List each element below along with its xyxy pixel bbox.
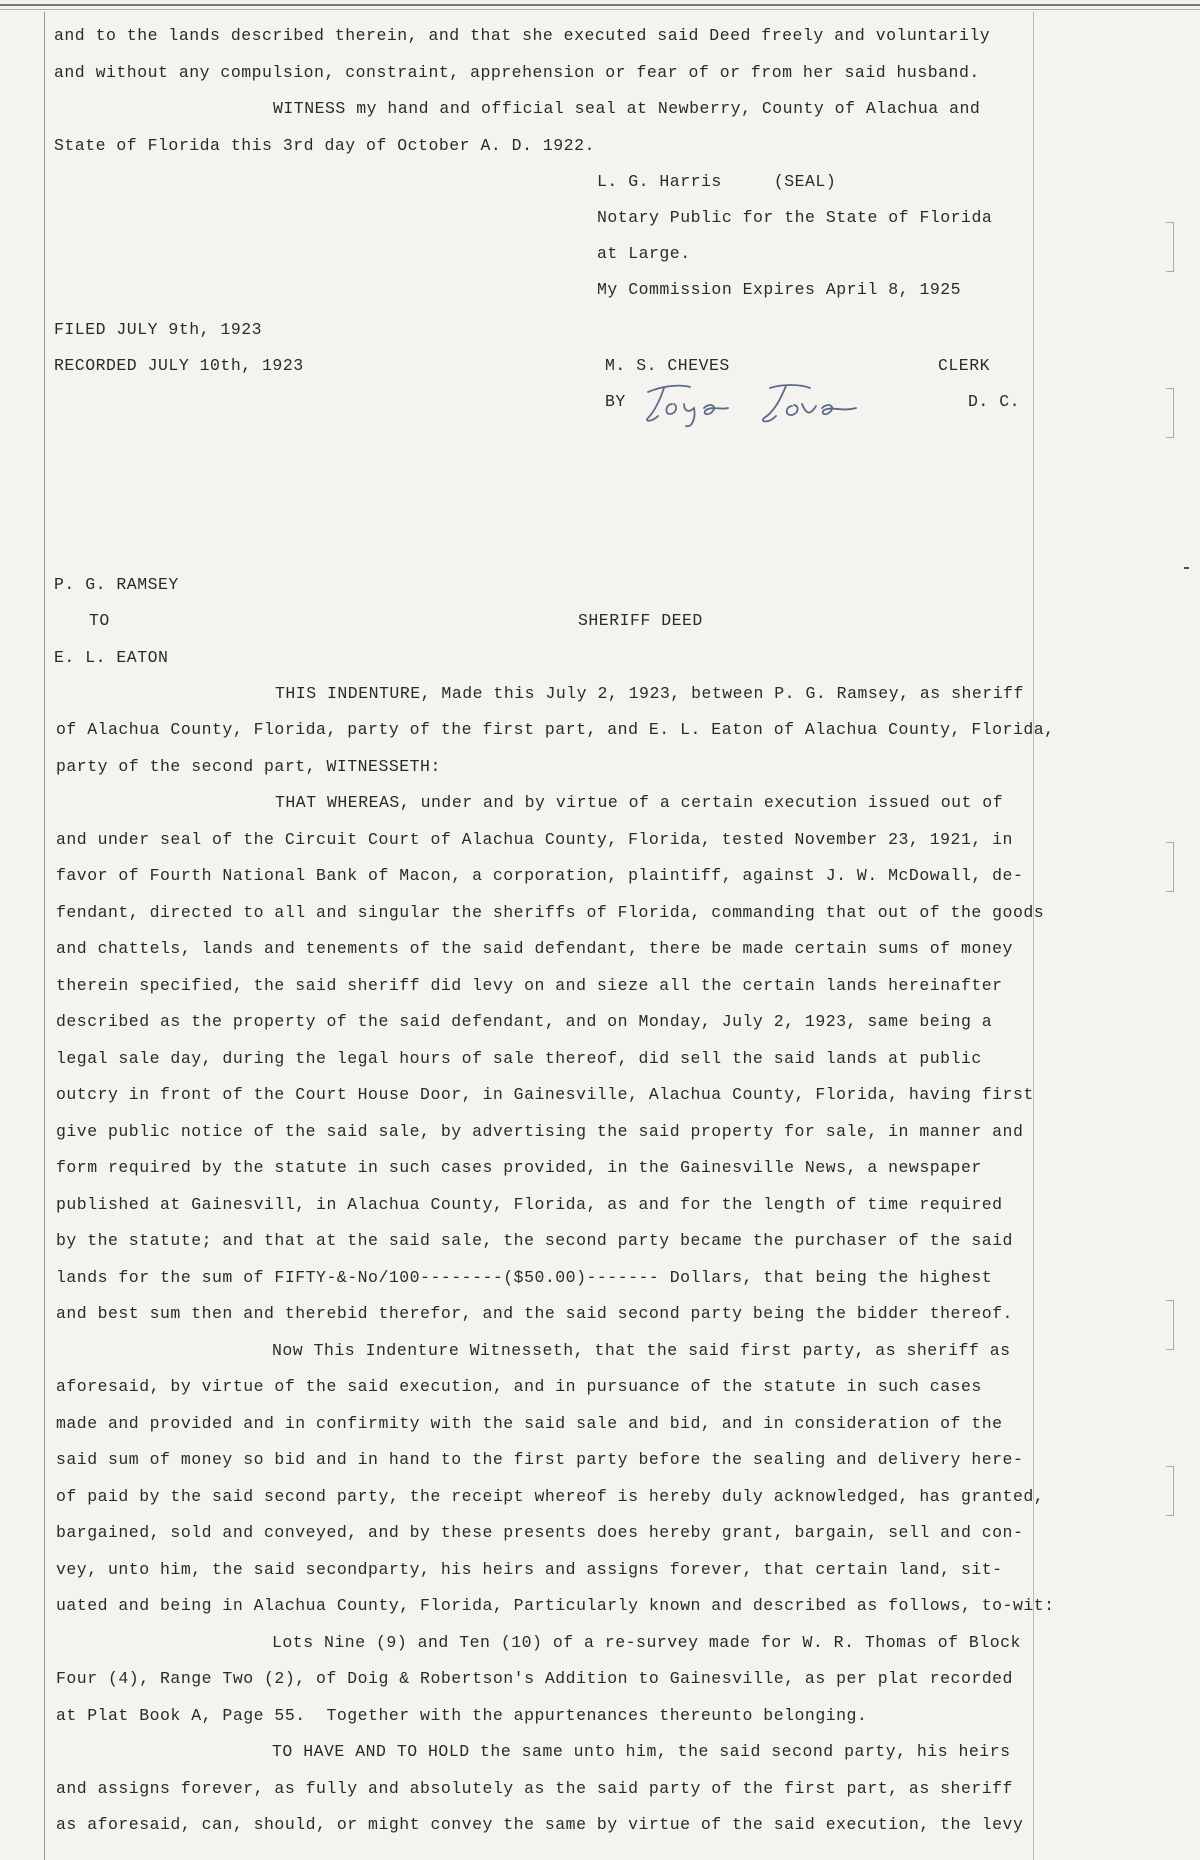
body-line: lands for the sum of FIFTY-&-No/100--------($50.00)------- Dollars, that being the highest (56, 1268, 993, 1287)
to-label: TO (89, 611, 110, 630)
right-margin-line (1033, 12, 1034, 1860)
notary-name: L. G. Harris (SEAL) (597, 172, 837, 191)
body-line: and assigns forever, as fully and absolutely as the said party of the first part, as sheriff (56, 1779, 1013, 1798)
body-line: fendant, directed to all and singular the sheriffs of Florida, commanding that out of the goods (56, 903, 1045, 922)
body-line: Lots Nine (9) and Ten (10) of a re-survey made for W. R. Thomas of Block (272, 1633, 1021, 1652)
body-line: legal sale day, during the legal hours of sale thereof, did sell the said lands at public (56, 1049, 982, 1068)
body-line: Four (4), Range Two (2), of Doig & Robertson's Addition to Gainesville, as per plat recorded (56, 1669, 1013, 1688)
body-line: described as the property of the said defendant, and on Monday, July 2, 1923, same being a (56, 1012, 993, 1031)
body-line: uated and being in Alachua County, Florida, Particularly known and described as follows, to-wit: (56, 1596, 1055, 1615)
edge-tick (1184, 567, 1189, 569)
binding-mark (1166, 222, 1174, 272)
binding-mark (1166, 842, 1174, 892)
body-line: bargained, sold and conveyed, and by these presents does hereby grant, bargain, sell and con- (56, 1523, 1024, 1542)
body-line: outcry in front of the Court House Door, in Gainesville, Alachua County, Florida, having first (56, 1085, 1034, 1104)
body-line: as aforesaid, can, should, or might convey the same by virtue of the said execution, the levy (56, 1815, 1024, 1834)
body-line: of paid by the said second party, the receipt whereof is hereby duly acknowledged, has granted, (56, 1487, 1045, 1506)
notary-title: Notary Public for the State of Florida (597, 208, 993, 227)
body-line: made and provided and in confirmity with the said sale and bid, and in consideration of the (56, 1414, 1003, 1433)
body-line: vey, unto him, the said secondparty, his heirs and assigns forever, that certain land, sit- (56, 1560, 1003, 1579)
body-line: TO HAVE AND TO HOLD the same unto him, the said second party, his heirs (272, 1742, 1011, 1761)
body-line: form required by the statute in such cases provided, in the Gainesville News, a newspaper (56, 1158, 982, 1177)
clerk-name: M. S. CHEVES (605, 356, 730, 375)
body-line: of Alachua County, Florida, party of the first part, and E. L. Eaton of Alachua County, Florida, (56, 720, 1055, 739)
body-line: at Plat Book A, Page 55. Together with the appurtenances thereunto belonging. (56, 1706, 868, 1725)
top-border (0, 4, 1200, 6)
grantor-name: P. G. RAMSEY (54, 575, 179, 594)
left-margin-line (44, 12, 45, 1860)
grantee-name: E. L. EATON (54, 648, 169, 667)
body-line: by the statute; and that at the said sale, the second party became the purchaser of the said (56, 1231, 1013, 1250)
deputy-clerk-label: D. C. (968, 392, 1021, 411)
body-line: give public notice of the said sale, by advertising the said property for sale, in manner and (56, 1122, 1024, 1141)
witness-line: WITNESS my hand and official seal at Newberry, County of Alachua and (273, 99, 981, 118)
notary-line: and without any compulsion, constraint, apprehension or fear of or from her said husband. (54, 63, 980, 82)
deed-title: SHERIFF DEED (578, 611, 703, 630)
body-line: and under seal of the Circuit Court of Alachua County, Florida, tested November 23, 1921, in (56, 830, 1013, 849)
body-line: published at Gainesvill, in Alachua County, Florida, as and for the length of time required (56, 1195, 1003, 1214)
body-line: therein specified, the said sheriff did levy on and sieze all the certain lands hereinafter (56, 976, 1003, 995)
body-line: said sum of money so bid and in hand to the first party before the sealing and delivery here- (56, 1450, 1024, 1469)
clerk-label: CLERK (938, 356, 991, 375)
top-border-inner (0, 9, 1200, 10)
by-label: BY (605, 392, 626, 411)
binding-mark (1166, 1300, 1174, 1350)
filed-date: FILED JULY 9th, 1923 (54, 320, 263, 339)
recorded-date: RECORDED JULY 10th, 1923 (54, 356, 304, 375)
body-line: aforesaid, by virtue of the said execution, and in pursuance of the statute in such cases (56, 1377, 982, 1396)
state-line: State of Florida this 3rd day of October A. D. 1922. (54, 136, 595, 155)
notary-large: at Large. (597, 244, 691, 263)
notary-commission: My Commission Expires April 8, 1925 (597, 280, 962, 299)
clerk-signature (642, 378, 882, 430)
notary-line: and to the lands described therein, and that she executed said Deed freely and voluntarily (54, 26, 991, 45)
body-line: Now This Indenture Witnesseth, that the said first party, as sheriff as (272, 1341, 1011, 1360)
body-line: THIS INDENTURE, Made this July 2, 1923, between P. G. Ramsey, as sheriff (275, 684, 1024, 703)
body-line: favor of Fourth National Bank of Macon, a corporation, plaintiff, against J. W. McDowall, de- (56, 866, 1024, 885)
binding-mark (1166, 1466, 1174, 1516)
binding-mark (1166, 388, 1174, 438)
body-line: and best sum then and therebid therefor, and the said second party being the bidder thereof. (56, 1304, 1013, 1323)
body-line: THAT WHEREAS, under and by virtue of a certain execution issued out of (275, 793, 1004, 812)
body-line: and chattels, lands and tenements of the said defendant, there be made certain sums of money (56, 939, 1013, 958)
body-line: party of the second part, WITNESSETH: (56, 757, 441, 776)
